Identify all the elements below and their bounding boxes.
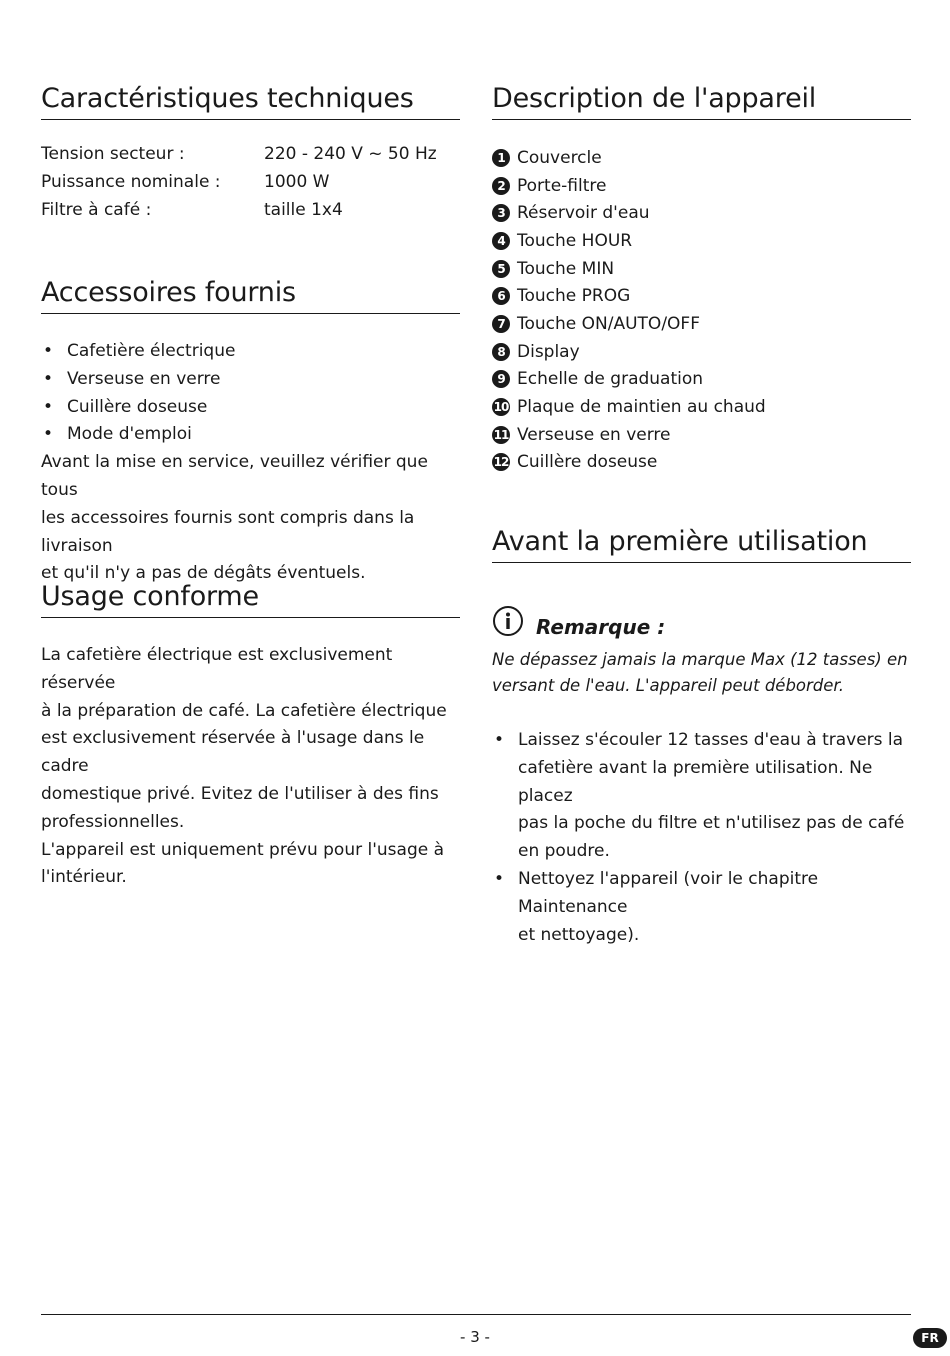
- text-line: L'appareil est uniquement prévu pour l'usage à: [41, 839, 445, 860]
- list-item: • Cuillère doseuse: [41, 394, 460, 422]
- part-label: Couvercle: [517, 147, 602, 168]
- text-line: versant de l'eau. L'appareil peut déborder.: [492, 676, 844, 695]
- spec-label: Filtre à café :: [41, 199, 152, 220]
- accessories-section: [41, 276, 460, 588]
- text-line: l'intérieur.: [41, 867, 127, 888]
- number-badge-icon: 4: [492, 232, 510, 250]
- list-item: • Cafetière électrique: [41, 338, 460, 366]
- part-label: Display: [517, 341, 580, 362]
- specs-row: [41, 200, 437, 228]
- specs-heading: Caractéristiques techniques: [41, 82, 460, 120]
- number-badge-icon: 6: [492, 287, 510, 305]
- footer-divider: [41, 1314, 911, 1315]
- text-line: Ne dépassez jamais la marque Max (12 tasses) en: [492, 650, 908, 669]
- part-item: [492, 393, 911, 421]
- part-item: [492, 172, 911, 200]
- list-item: • Verseuse en verre: [41, 366, 460, 394]
- part-item: [492, 449, 911, 477]
- description-section: [492, 82, 911, 476]
- text-line: en poudre.: [518, 841, 610, 862]
- text-line: La cafetière électrique est exclusivement réservée: [41, 645, 393, 693]
- text-line: les accessoires fournis sont compris dans la livraison: [41, 507, 415, 556]
- text-line: • Laissez s'écouler 12 tasses d'eau à travers la: [518, 730, 904, 750]
- info-icon: [492, 605, 524, 641]
- part-item: [492, 421, 911, 449]
- first-use-section: [492, 525, 911, 949]
- text-line: domestique privé. Evitez de l'utiliser à des fins: [41, 783, 439, 804]
- page-number: - 3 -: [460, 1328, 490, 1346]
- usage-text: [41, 642, 460, 892]
- number-badge-icon: 1: [492, 149, 510, 167]
- part-label: Echelle de graduation: [517, 369, 704, 390]
- text-line: professionnelles.: [41, 811, 185, 832]
- number-badge-icon: 10: [493, 400, 509, 415]
- number-badge-icon: 9: [492, 370, 510, 388]
- part-label: Verseuse en verre: [517, 424, 671, 445]
- number-badge-icon: 11: [493, 427, 509, 442]
- remark-text: [492, 647, 911, 699]
- first-use-heading: Avant la première utilisation: [492, 525, 911, 563]
- list-item: • Mode d'emploi: [41, 421, 460, 449]
- number-badge-icon: 5: [492, 260, 510, 278]
- number-badge-icon: 2: [492, 177, 510, 195]
- part-item: [492, 144, 911, 172]
- part-label: Réservoir d'eau: [517, 203, 650, 224]
- language-badge: FR: [913, 1328, 947, 1348]
- accessories-heading: Accessoires fournis: [41, 276, 460, 314]
- first-use-steps: [492, 727, 911, 949]
- text-line: à la préparation de café. La cafetière électrique: [41, 700, 447, 721]
- list-item: [492, 866, 911, 949]
- accessories-list: [41, 338, 460, 449]
- specs-section: [41, 82, 460, 227]
- parts-list: [492, 144, 911, 476]
- text-line: et qu'il n'y a pas de dégâts éventuels.: [41, 563, 366, 584]
- remark-box: [492, 605, 911, 699]
- accessories-note: [41, 449, 460, 588]
- part-item: [492, 310, 911, 338]
- usage-heading: Usage conforme: [41, 580, 460, 618]
- remark-header: [492, 605, 911, 641]
- part-item: [492, 255, 911, 283]
- number-badge-icon: 12: [493, 455, 509, 470]
- part-label: Cuillère doseuse: [517, 452, 658, 473]
- part-item: [492, 199, 911, 227]
- text-line: et nettoyage).: [518, 924, 640, 945]
- text-line: pas la poche du filtre et n'utilisez pas de café: [518, 813, 905, 834]
- text-line: • Nettoyez l'appareil (voir le chapitre Maintenance: [518, 868, 819, 917]
- specs-row: [41, 144, 437, 172]
- part-item: [492, 227, 911, 255]
- part-label: Touche ON/AUTO/OFF: [517, 313, 700, 334]
- part-label: Touche MIN: [517, 258, 615, 279]
- spec-value: taille 1x4: [264, 199, 343, 220]
- text-line: cafetière avant la première utilisation. Ne placez: [518, 757, 873, 806]
- part-label: Touche PROG: [517, 286, 631, 307]
- part-label: Touche HOUR: [517, 230, 633, 251]
- number-badge-icon: 7: [492, 315, 510, 333]
- spec-label: Tension secteur :: [41, 144, 185, 164]
- text-line: est exclusivement réservée à l'usage dans le cadre: [41, 728, 425, 777]
- number-badge-icon: 3: [492, 204, 510, 222]
- part-label: Porte-filtre: [517, 175, 607, 196]
- number-badge-icon: 8: [492, 343, 510, 361]
- part-item: [492, 338, 911, 366]
- spec-value: 220 - 240 V ~ 50 Hz: [264, 144, 437, 164]
- part-item: [492, 282, 911, 310]
- specs-table: [41, 144, 437, 227]
- spec-label: Puissance nominale :: [41, 171, 221, 192]
- text-line: Avant la mise en service, veuillez vérifier que tous: [41, 452, 428, 500]
- part-item: [492, 366, 911, 394]
- spec-value: 1000 W: [264, 171, 330, 192]
- part-label: Plaque de maintien au chaud: [517, 397, 766, 418]
- usage-section: [41, 580, 460, 892]
- list-item: [492, 727, 911, 866]
- remark-title: Remarque :: [536, 615, 666, 639]
- specs-row: [41, 172, 437, 200]
- description-heading: Description de l'appareil: [492, 82, 911, 120]
